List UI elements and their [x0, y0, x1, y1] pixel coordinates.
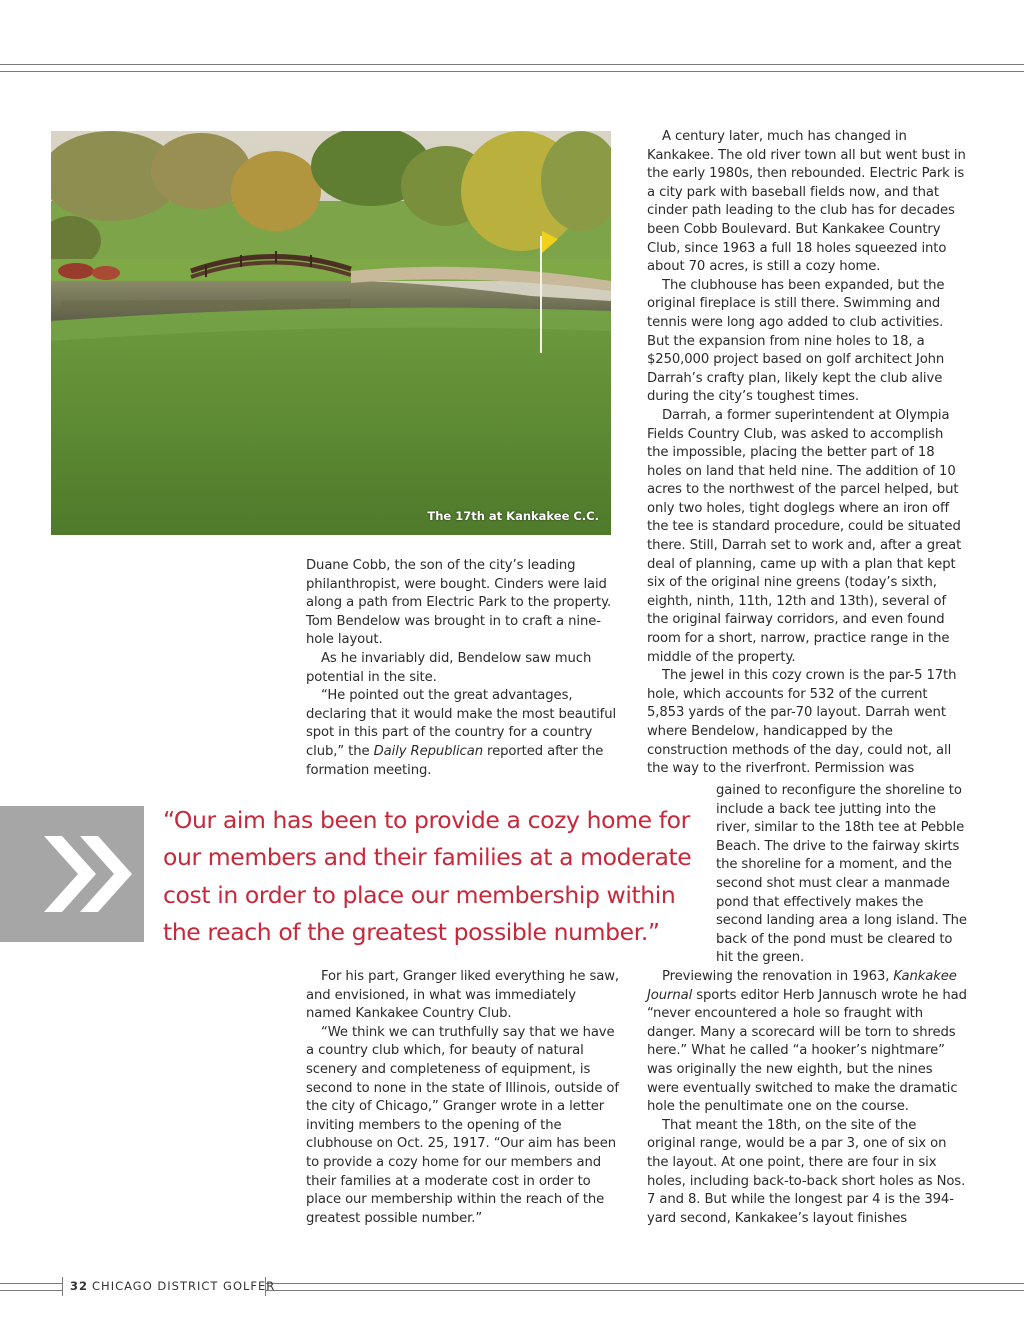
left-column-top [306, 557, 621, 780]
page-number: 32 [70, 1279, 89, 1293]
paragraph: That meant the 18th, on the site of the original range, would be a par 3, one of six on the layout. At one point, there are four in six holes, including back-to-back short holes as Nos. 7 and 8. But while the longest par 4 is the 394-yard second, Kankakee’s layout finishes [647, 1117, 966, 1226]
top-rule [0, 64, 1024, 65]
right-column-top [647, 128, 967, 779]
double-chevron-right-icon [0, 806, 144, 942]
paragraph: As he invariably did, Bendelow saw much potential in the site. [306, 650, 592, 685]
paragraph: Previewing the renovation in 1963, Kankakee Journal sports editor Herb Jannusch wrote he had “never encountered a hole so fraught with danger. Many a scorecard will be torn to shreds here.” What he called “a hooker’s nightmare” was originally the new eighth, but the nines were eventually switched to make the dramatic hole the penultimate one on the course. [647, 969, 967, 1115]
footer-tick [62, 1277, 63, 1296]
paragraph: A century later, much has changed in Kankakee. The old river town all but went bust in the early 1980s, then rebounded. Electric Park is a city park with baseball fields now, and that cinder path leading to the club has for decades been Cobb Boulevard. But Kankakee Country Club, since 1963 a full 18 holes squeezed into about 70 acres, is still a cozy home. [647, 129, 966, 275]
paragraph: Darrah, a former superintendent at Olympia Fields Country Club, was asked to accomplish the impossible, placing the better part of 18 holes on land that held nine. The addition of 10 acres to the northwest of the parcel helped, but only two holes, tight doglegs where an iron off the tee is standard procedure, could be situated there. Still, Darrah set to work and, after a great deal of planning, came up with a plan that kept six of the original nine greens (today’s sixth, eighth, ninth, 11th, 12th and 13th), several of the original fairway corridors, and even found room for a short, narrow, practice range in the middle of the property. [647, 407, 962, 665]
paragraph: For his part, Granger liked everything he saw, and envisioned, in what was immediately named Kankakee Country Club. [306, 969, 620, 1022]
right-column-bottom [647, 968, 967, 1228]
footer-rule [266, 1283, 1024, 1284]
footer-rule [0, 1290, 62, 1291]
photo-caption: The 17th at Kankakee C.C. [427, 509, 599, 523]
golf-course-photo [51, 131, 611, 535]
paragraph: “He pointed out the great advantages, declaring that it would make the most beautiful spot in this part of the country for a country club,” the Daily Republican reported after the formation meeting. [306, 688, 617, 778]
footer-rule [266, 1290, 1024, 1291]
pull-quote: “Our aim has been to provide a cozy home for our members and their families at a moderate cost in order to place our membership within the reach of the greatest possible number.” [163, 806, 692, 946]
publication-name: Daily Republican [373, 743, 483, 759]
publication-title: CHICAGO DISTRICT GOLFER [92, 1279, 276, 1293]
golf-course-illustration [51, 131, 611, 535]
right-column-wrap [716, 782, 968, 968]
paragraph: The clubhouse has been expanded, but the original fireplace is still there. Swimming and tennis were long ago added to club activities. But the expansion from nine holes to 18, a $250,000 project based on golf architect John Darrah’s crafty plan, likely kept the club alive during the city’s toughest times. [647, 277, 945, 405]
top-rule-secondary [0, 71, 1024, 72]
quote-chevron-block [0, 806, 144, 942]
paragraph: gained to reconfigure the shoreline to include a back tee jutting into the river, similar to the 18th tee at Pebble Beach. The drive to the fairway skirts the shoreline for a moment, and the second shot must clear a manmade pond that effectively makes the second landing area a long island. The back of the pond must be cleared to hit the green. [716, 783, 967, 966]
paragraph: Duane Cobb, the son of the city’s leading philanthropist, were bought. Cinders were laid along a path from Electric Park to the property. Tom Bendelow was brought in to craft a nine-hole layout. [306, 558, 612, 648]
page-footer [70, 1279, 275, 1293]
publication-name: Kankakee Journal [647, 969, 957, 1003]
paragraph: “We think we can truthfully say that we have a country club which, for beauty of natural scenery and completeness of equipment, is second to none in the state of Illinois, outside of the city of Chicago,” Granger wrote in a letter inviting members to the opening of the clubhouse on Oct. 25, 1917. “Our aim has been to provide a cozy home for our members and their families at a moderate cost in order to place our membership within the reach of the greatest possible number.” [306, 1024, 619, 1226]
footer-rule [0, 1283, 62, 1284]
left-column-bottom [306, 968, 621, 1228]
paragraph: The jewel in this cozy crown is the par-5 17th hole, which accounts for 532 of the current 5,853 yards of the par-70 layout. Darrah went where Bendelow, handicapped by the construction methods of the day, could not, all the way to the riverfront. Permission was [647, 668, 957, 777]
